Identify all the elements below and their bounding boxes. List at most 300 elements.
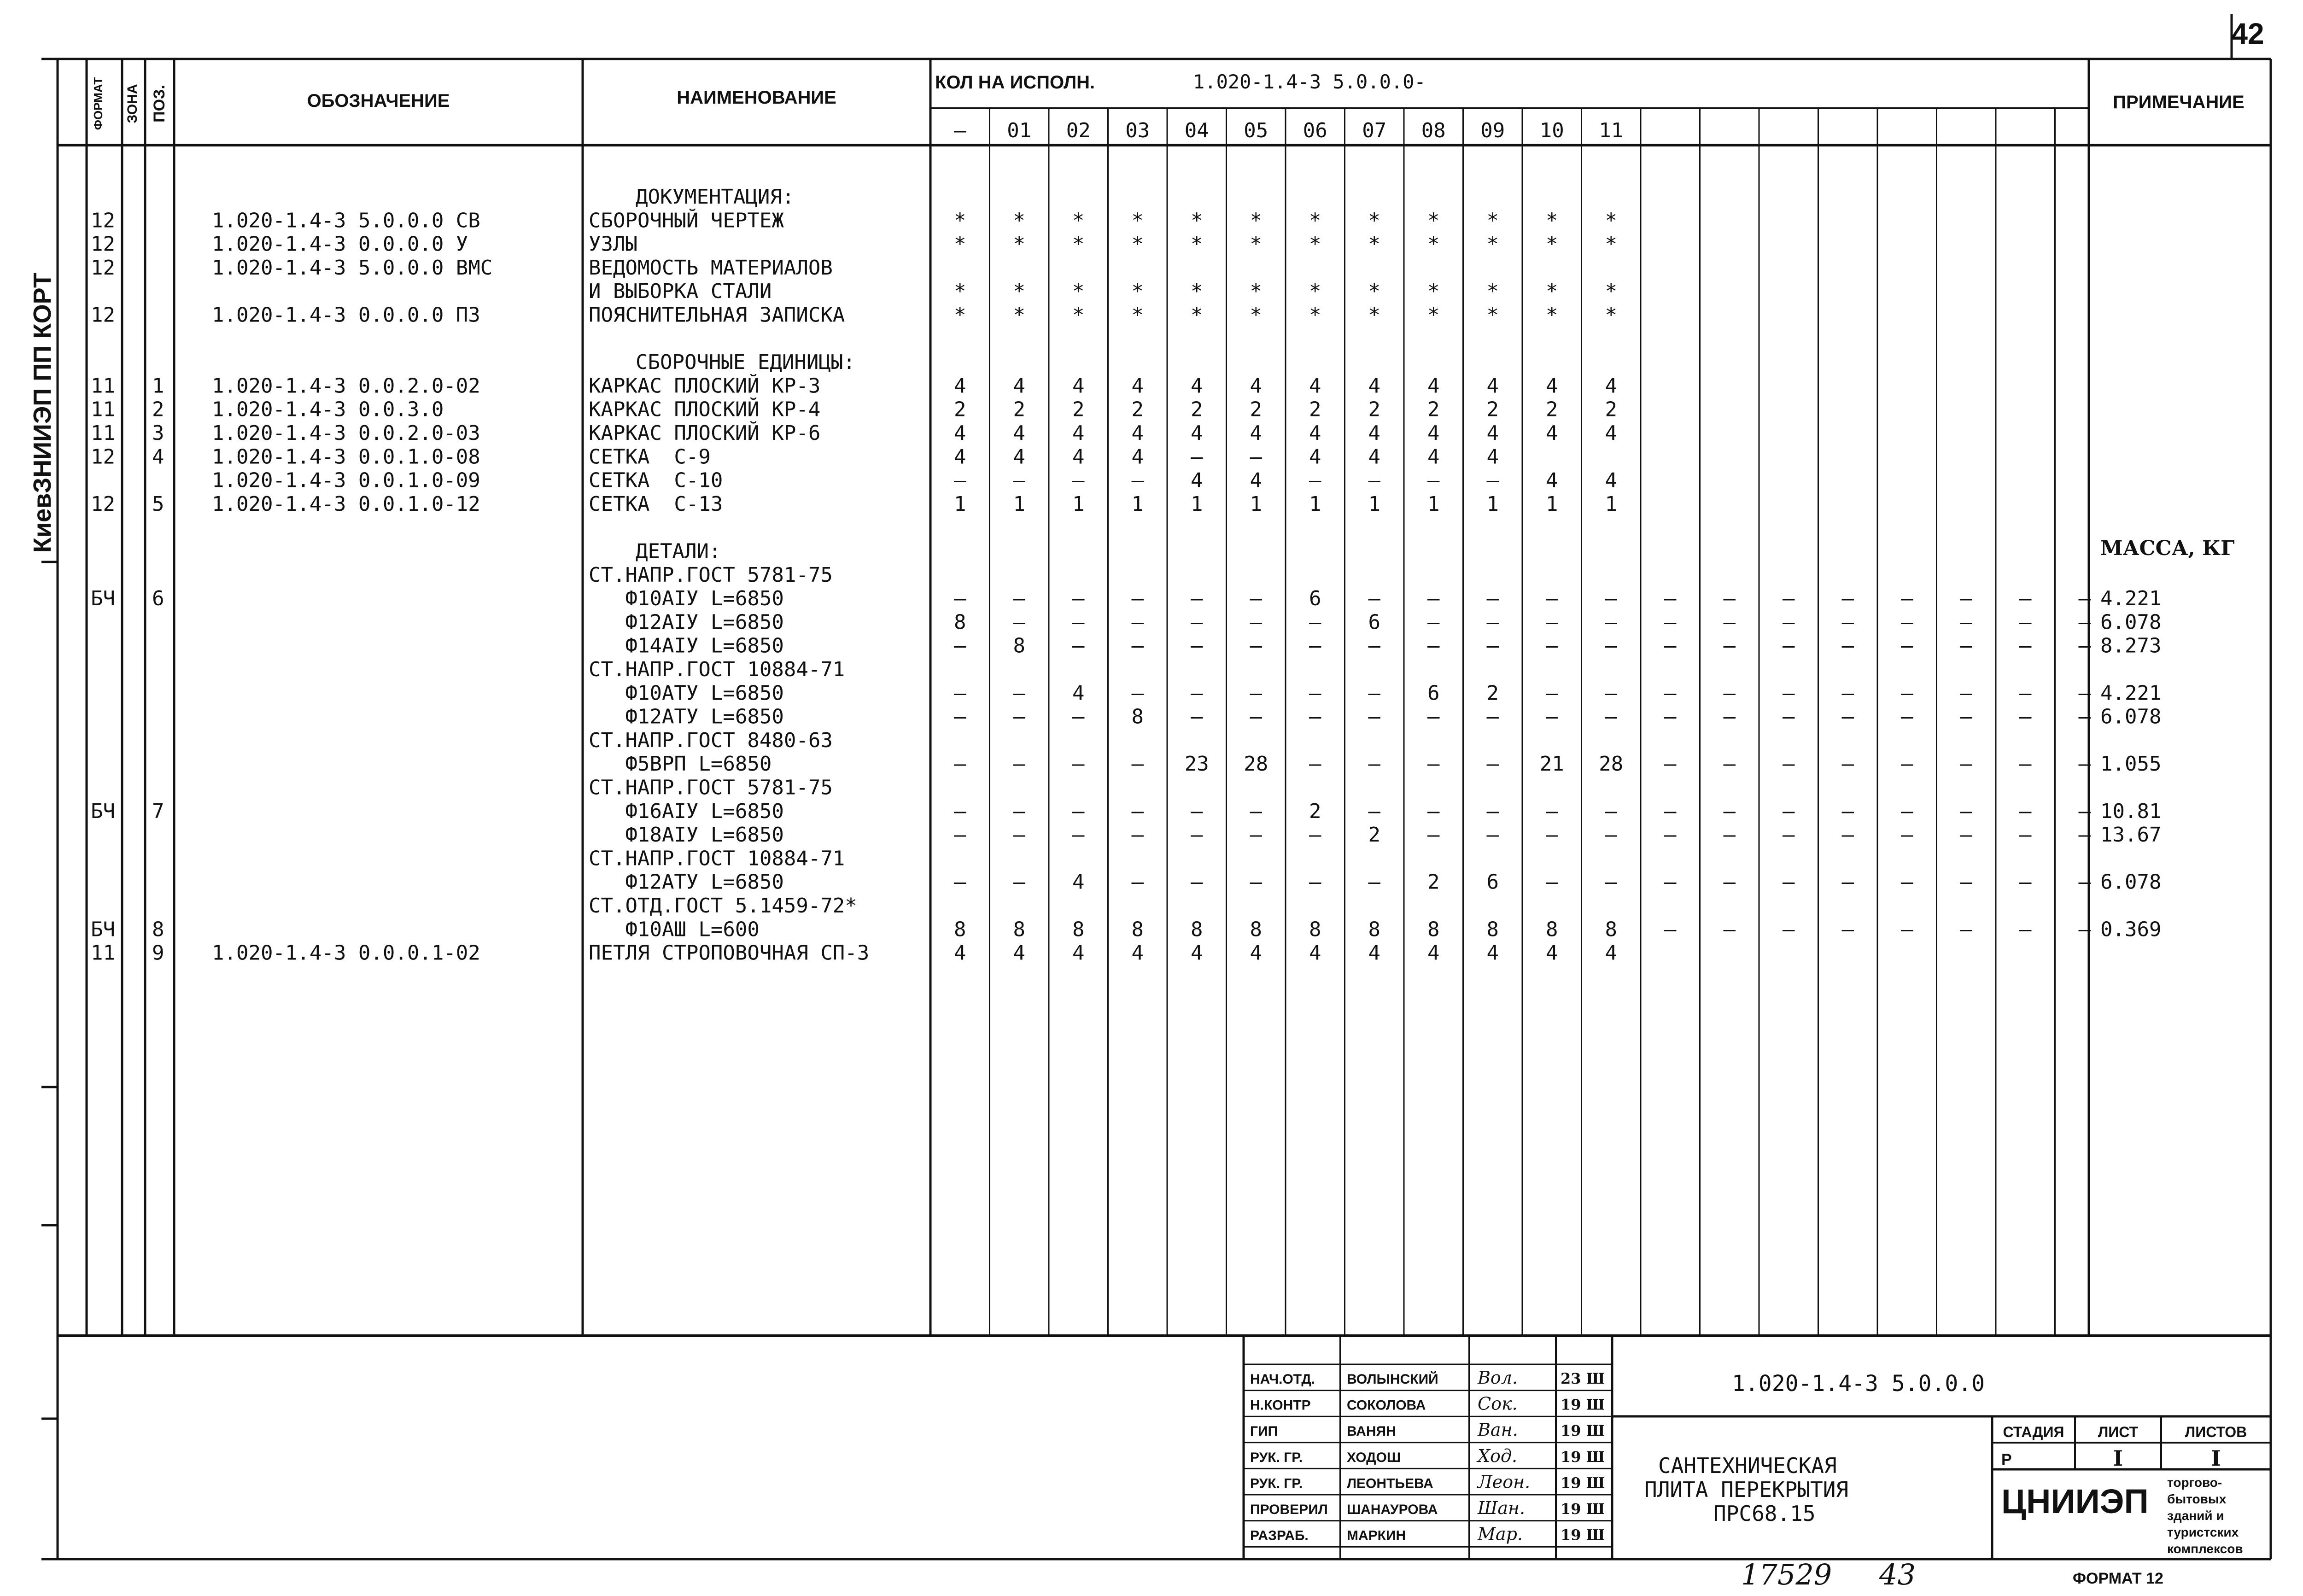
row-qty: –: [1901, 823, 1913, 847]
signature-date: 19 Ш: [1561, 1526, 1605, 1544]
row-mass: 10.81: [2100, 799, 2162, 823]
row-qty: –: [1309, 752, 1321, 776]
row-qty: –: [1250, 610, 1262, 634]
row-format: 11: [91, 941, 115, 965]
signature-date: 19 Ш: [1561, 1396, 1605, 1414]
row-qty: –: [2019, 610, 2032, 634]
row-pos: 4: [152, 445, 164, 469]
row-qty: *: [1309, 209, 1321, 233]
row-name: ВЕДОМОСТЬ МАТЕРИАЛОВ: [589, 256, 833, 280]
row-qty: *: [954, 280, 966, 304]
row-designation: 1.020-1.4-3 0.0.2.0-02: [212, 374, 480, 398]
row-qty: 6: [1309, 587, 1321, 611]
doc-code: 1.020-1.4-3 5.0.0.0: [1732, 1371, 1985, 1397]
row-format: 11: [91, 374, 115, 398]
row-qty: –: [2078, 587, 2091, 611]
header-variant: 03: [1125, 119, 1150, 142]
row-qty: –: [1072, 634, 1085, 658]
row-qty: 4: [1605, 941, 1617, 965]
row-qty: –: [1072, 823, 1085, 847]
sheet-label: ЛИСТ: [2098, 1424, 2139, 1440]
row-qty: 4: [1250, 374, 1262, 398]
row-name: СТ.НАПР.ГОСТ 5781-75: [589, 776, 833, 800]
header-base-code: 1.020-1.4-3 5.0.0.0-: [1193, 70, 1426, 93]
row-qty: 8: [1605, 918, 1617, 941]
row-qty: –: [1013, 823, 1025, 847]
row-qty: –: [1191, 823, 1203, 847]
row-qty: –: [1783, 823, 1795, 847]
row-qty: 4: [954, 374, 966, 398]
row-qty: 4: [1250, 941, 1262, 965]
row-qty: *: [1250, 232, 1262, 256]
row-qty: 4: [1427, 445, 1440, 469]
row-qty: –: [1960, 918, 1972, 941]
row-qty: 4: [1368, 374, 1380, 398]
row-qty: –: [1427, 634, 1440, 658]
row-qty: –: [1486, 823, 1499, 847]
row-qty: –: [1191, 799, 1203, 823]
row-qty: –: [1191, 634, 1203, 658]
org-subtitle: комплексов: [2167, 1542, 2243, 1556]
row-qty: –: [2019, 918, 2032, 941]
row-format: 12: [91, 256, 115, 280]
row-qty: –: [1841, 705, 1854, 729]
row-qty: *: [1546, 232, 1558, 256]
row-qty: –: [1664, 681, 1677, 705]
row-qty: –: [1841, 870, 1854, 894]
row-qty: –: [1605, 634, 1617, 658]
row-qty: –: [1131, 752, 1144, 776]
row-qty: *: [1368, 303, 1380, 327]
row-qty: 4: [1486, 445, 1499, 469]
title-line: ПРС68.15: [1713, 1501, 1816, 1526]
row-format: БЧ: [91, 918, 115, 941]
row-qty: –: [1309, 610, 1321, 634]
row-qty: –: [1072, 468, 1085, 492]
table-row: [589, 563, 833, 587]
row-qty: –: [1841, 918, 1854, 941]
row-qty: –: [1546, 587, 1558, 611]
row-qty: –: [1131, 799, 1144, 823]
row-qty: –: [1841, 799, 1854, 823]
row-name: СТ.НАПР.ГОСТ 5781-75: [589, 563, 833, 587]
row-qty: –: [2019, 705, 2032, 729]
row-qty: –: [1368, 634, 1380, 658]
row-qty: –: [1191, 870, 1203, 894]
signature-mark: Мар.: [1478, 1524, 1523, 1544]
row-qty: –: [1191, 681, 1203, 705]
row-qty: –: [1131, 634, 1144, 658]
row-qty: 1: [1250, 492, 1262, 516]
row-qty: –: [1368, 705, 1380, 729]
row-mass: 4.221: [2100, 681, 2162, 705]
row-name: СЕТКА С-9: [589, 445, 711, 469]
row-pos: 9: [152, 941, 164, 965]
row-qty: –: [1072, 610, 1085, 634]
row-qty: –: [1901, 870, 1913, 894]
row-mass: 8.273: [2100, 634, 2162, 658]
row-qty: –: [2019, 587, 2032, 611]
row-qty: 4: [1191, 374, 1203, 398]
row-qty: –: [1723, 799, 1736, 823]
row-designation: 1.020-1.4-3 0.0.1.0-08: [212, 445, 480, 469]
row-qty: –: [1960, 799, 1972, 823]
row-qty: –: [954, 799, 966, 823]
header-variant: 08: [1421, 119, 1446, 142]
row-qty: *: [1605, 280, 1617, 304]
row-qty: –: [954, 870, 966, 894]
signature-date: 19 Ш: [1561, 1448, 1605, 1466]
table-row: [636, 540, 721, 563]
row-designation: 1.020-1.4-3 0.0.0.1-02: [212, 941, 480, 965]
row-qty: *: [1072, 209, 1085, 233]
signature-name: ЛЕОНТЬЕВА: [1347, 1476, 1433, 1491]
row-qty: –: [1723, 587, 1736, 611]
row-qty: *: [954, 232, 966, 256]
row-qty: 4: [1131, 374, 1144, 398]
row-qty: –: [1368, 587, 1380, 611]
signature-date: 19 Ш: [1561, 1422, 1605, 1440]
row-qty: –: [2019, 870, 2032, 894]
row-qty: 4: [1605, 374, 1617, 398]
row-qty: –: [1783, 634, 1795, 658]
row-qty: –: [1901, 681, 1913, 705]
row-mass: 13.67: [2100, 823, 2162, 847]
row-name: ПОЯСНИТЕЛЬНАЯ ЗАПИСКА: [589, 303, 845, 327]
row-qty: *: [1309, 303, 1321, 327]
signature-mark: Ван.: [1478, 1420, 1518, 1440]
row-pos: 2: [152, 398, 164, 421]
row-qty: *: [1427, 280, 1440, 304]
sheets-label: ЛИСТОВ: [2185, 1424, 2247, 1440]
row-qty: 8: [1131, 705, 1144, 729]
row-qty: –: [1013, 752, 1025, 776]
row-qty: *: [1191, 280, 1203, 304]
row-qty: 4: [1368, 445, 1380, 469]
row-qty: –: [1605, 870, 1617, 894]
row-qty: 4: [1072, 374, 1085, 398]
row-pos: 3: [152, 421, 164, 445]
row-qty: *: [1486, 232, 1499, 256]
row-qty: 2: [1427, 870, 1440, 894]
row-qty: *: [1191, 232, 1203, 256]
row-qty: *: [1605, 209, 1617, 233]
row-qty: –: [2078, 870, 2091, 894]
row-qty: –: [1783, 799, 1795, 823]
title-line: САНТЕХНИЧЕСКАЯ: [1658, 1453, 1837, 1478]
row-designation: 1.020-1.4-3 0.0.1.0-09: [212, 468, 480, 492]
row-qty: –: [1723, 705, 1736, 729]
row-qty: –: [1486, 752, 1499, 776]
row-name: СТ.НАПР.ГОСТ 10884-71: [589, 658, 845, 681]
row-qty: –: [1783, 681, 1795, 705]
signature-role: ГИП: [1250, 1424, 1278, 1439]
row-qty: –: [1783, 918, 1795, 941]
row-pos: 5: [152, 492, 164, 516]
row-qty: 4: [1546, 941, 1558, 965]
row-format: БЧ: [91, 799, 115, 823]
row-qty: –: [1605, 610, 1617, 634]
row-qty: –: [1427, 823, 1440, 847]
row-format: 12: [91, 232, 115, 256]
row-qty: 4: [1072, 445, 1085, 469]
row-qty: –: [1368, 681, 1380, 705]
row-qty: –: [954, 468, 966, 492]
row-qty: –: [1664, 634, 1677, 658]
row-qty: –: [1131, 468, 1144, 492]
row-name: Ф10АIУ L=6850: [589, 587, 784, 611]
row-qty: 2: [1013, 398, 1025, 421]
row-qty: –: [2019, 681, 2032, 705]
row-qty: 8: [1546, 918, 1558, 941]
row-qty: *: [1546, 209, 1558, 233]
row-qty: 4: [1013, 941, 1025, 965]
row-qty: *: [1427, 232, 1440, 256]
row-qty: –: [1250, 799, 1262, 823]
row-qty: 4: [1072, 681, 1085, 705]
row-qty: –: [2078, 823, 2091, 847]
row-qty: –: [1427, 752, 1440, 776]
row-name: СЕТКА С-10: [589, 468, 723, 492]
row-name: И ВЫБОРКА СТАЛИ: [589, 280, 772, 304]
row-qty: –: [1013, 870, 1025, 894]
row-qty: –: [1723, 634, 1736, 658]
footer-format: ФОРМАТ 12: [2073, 1570, 2163, 1587]
row-qty: –: [1131, 610, 1144, 634]
row-qty: 8: [1368, 918, 1380, 941]
row-qty: 8: [1013, 918, 1025, 941]
row-qty: 4: [1191, 421, 1203, 445]
row-qty: –: [1901, 634, 1913, 658]
row-qty: –: [1960, 587, 1972, 611]
signature-name: ШАНАУРОВА: [1347, 1502, 1438, 1517]
row-qty: –: [954, 823, 966, 847]
org-subtitle: туристских: [2167, 1525, 2239, 1539]
row-name: Ф12АТУ L=6850: [589, 870, 784, 894]
table-row: [636, 351, 855, 374]
row-qty: –: [954, 681, 966, 705]
footer-num: 43: [1879, 1558, 1916, 1591]
row-qty: –: [2019, 823, 2032, 847]
row-designation: 1.020-1.4-3 0.0.0.0 ПЗ: [212, 303, 480, 327]
row-qty: 4: [954, 941, 966, 965]
row-qty: –: [1191, 705, 1203, 729]
row-qty: –: [1841, 634, 1854, 658]
row-qty: –: [1191, 445, 1203, 469]
row-qty: 4: [1309, 421, 1321, 445]
row-qty: 1: [1013, 492, 1025, 516]
row-mass: 4.221: [2100, 587, 2162, 611]
row-qty: 23: [1184, 752, 1209, 776]
row-qty: 4: [1368, 941, 1380, 965]
row-qty: –: [1605, 799, 1617, 823]
row-qty: –: [1723, 823, 1736, 847]
row-qty: 8: [1486, 918, 1499, 941]
row-qty: 4: [1309, 941, 1321, 965]
row-pos: 1: [152, 374, 164, 398]
row-qty: 1: [1131, 492, 1144, 516]
row-qty: 6: [1368, 610, 1380, 634]
row-qty: –: [1072, 799, 1085, 823]
row-qty: –: [1131, 587, 1144, 611]
row-qty: –: [1427, 705, 1440, 729]
row-qty: 8: [954, 610, 966, 634]
row-qty: 4: [1013, 445, 1025, 469]
row-qty: 2: [1309, 799, 1321, 823]
header-variant: 05: [1244, 119, 1268, 142]
row-qty: –: [1013, 587, 1025, 611]
row-qty: –: [1309, 634, 1321, 658]
signature-date: 19 Ш: [1561, 1474, 1605, 1492]
row-qty: –: [1486, 468, 1499, 492]
row-qty: 4: [1486, 421, 1499, 445]
row-qty: –: [1723, 610, 1736, 634]
row-qty: 4: [1072, 941, 1085, 965]
row-qty: *: [1131, 232, 1144, 256]
row-qty: 8: [1013, 634, 1025, 658]
row-qty: –: [1486, 587, 1499, 611]
header-variant: 07: [1362, 119, 1387, 142]
row-qty: 1: [1309, 492, 1321, 516]
signature-name: СОКОЛОВА: [1347, 1397, 1426, 1413]
row-qty: –: [1427, 610, 1440, 634]
stage-label: СТАДИЯ: [2003, 1424, 2064, 1440]
row-qty: 1: [1191, 492, 1203, 516]
row-qty: –: [1841, 752, 1854, 776]
row-qty: –: [1427, 468, 1440, 492]
row-name: КАРКАС ПЛОСКИЙ КР-6: [589, 421, 821, 445]
signature-role: НАЧ.ОТД.: [1250, 1372, 1315, 1387]
row-qty: –: [1783, 587, 1795, 611]
row-qty: 4: [1013, 374, 1025, 398]
signature-name: ВАНЯН: [1347, 1424, 1396, 1439]
row-qty: –: [954, 752, 966, 776]
row-qty: 4: [954, 421, 966, 445]
row-qty: –: [1783, 752, 1795, 776]
header-designation: ОБОЗНАЧЕНИЕ: [307, 91, 450, 111]
row-qty: *: [1368, 232, 1380, 256]
row-qty: *: [1250, 280, 1262, 304]
row-qty: –: [1664, 918, 1677, 941]
header-variant: 11: [1599, 119, 1624, 142]
row-mass: 6.078: [2100, 870, 2162, 894]
sheets-value: I: [2211, 1446, 2221, 1471]
row-name: СБОРОЧНЫЕ ЕДИНИЦЫ:: [636, 351, 855, 374]
signature-name: МАРКИН: [1347, 1528, 1406, 1543]
row-qty: –: [1960, 705, 1972, 729]
row-qty: –: [1605, 705, 1617, 729]
row-qty: –: [1013, 705, 1025, 729]
row-qty: 6: [1427, 681, 1440, 705]
row-qty: –: [2078, 752, 2091, 776]
org-subtitle: бытовых: [2167, 1492, 2227, 1506]
row-qty: *: [1486, 209, 1499, 233]
row-mass: 0.369: [2100, 918, 2162, 941]
row-qty: 4: [1546, 468, 1558, 492]
row-qty: 4: [1309, 374, 1321, 398]
row-qty: –: [1783, 870, 1795, 894]
row-qty: –: [1960, 681, 1972, 705]
row-qty: –: [1546, 823, 1558, 847]
row-name: ПЕТЛЯ СТРОПОВОЧНАЯ СП-3: [589, 941, 870, 965]
row-qty: –: [1664, 587, 1677, 611]
org-subtitle: зданий и: [2167, 1508, 2224, 1523]
header-variant: 01: [1007, 119, 1032, 142]
row-qty: 4: [1072, 421, 1085, 445]
row-qty: 4: [954, 445, 966, 469]
row-qty: –: [2078, 681, 2091, 705]
signature-mark: Шан.: [1478, 1498, 1526, 1518]
row-designation: 1.020-1.4-3 0.0.0.0 У: [212, 232, 468, 256]
row-qty: –: [1783, 610, 1795, 634]
row-qty: *: [1072, 303, 1085, 327]
row-name: Ф14АIУ L=6850: [589, 634, 784, 658]
row-qty: –: [1664, 823, 1677, 847]
row-qty: 4: [1427, 374, 1440, 398]
header-zone: ЗОНА: [125, 84, 140, 123]
signature-role: ПРОВЕРИЛ: [1250, 1502, 1328, 1517]
row-qty: –: [1250, 705, 1262, 729]
row-qty: 4: [1131, 941, 1144, 965]
row-qty: *: [1368, 209, 1380, 233]
row-format: БЧ: [91, 587, 115, 611]
row-qty: –: [1546, 799, 1558, 823]
row-format: 12: [91, 445, 115, 469]
row-qty: 1: [1427, 492, 1440, 516]
row-qty: *: [954, 209, 966, 233]
row-qty: –: [1901, 705, 1913, 729]
row-qty: *: [1013, 303, 1025, 327]
row-qty: *: [1427, 303, 1440, 327]
row-pos: 8: [152, 918, 164, 941]
row-name: Ф18АIУ L=6850: [589, 823, 784, 847]
row-name: ДЕТАЛИ:: [636, 539, 721, 563]
row-designation: 1.020-1.4-3 0.0.3.0: [212, 398, 444, 421]
row-qty: –: [1072, 705, 1085, 729]
row-qty: –: [1546, 705, 1558, 729]
row-qty: –: [2078, 705, 2091, 729]
row-qty: 6: [1486, 870, 1499, 894]
row-format: 12: [91, 209, 115, 233]
row-qty: –: [1486, 610, 1499, 634]
signature-role: Н.КОНТР: [1250, 1397, 1311, 1413]
row-qty: –: [1723, 752, 1736, 776]
row-qty: 8: [954, 918, 966, 941]
row-qty: *: [1013, 280, 1025, 304]
row-qty: *: [1486, 280, 1499, 304]
row-qty: 4: [1546, 374, 1558, 398]
row-qty: 8: [1131, 918, 1144, 941]
row-qty: –: [1486, 705, 1499, 729]
row-qty: 2: [1486, 681, 1499, 705]
row-qty: –: [1546, 610, 1558, 634]
row-name: КАРКАС ПЛОСКИЙ КР-3: [589, 374, 821, 398]
row-qty: –: [1841, 610, 1854, 634]
title-line: ПЛИТА ПЕРЕКРЫТИЯ: [1644, 1477, 1849, 1502]
row-qty: 2: [1546, 398, 1558, 421]
row-qty: –: [1013, 681, 1025, 705]
row-qty: 4: [1250, 468, 1262, 492]
row-qty: –: [1072, 752, 1085, 776]
row-qty: –: [2019, 634, 2032, 658]
table-row: [589, 658, 845, 681]
row-qty: –: [1250, 634, 1262, 658]
row-qty: 4: [1546, 421, 1558, 445]
signature-name: ВОЛЫНСКИЙ: [1347, 1372, 1438, 1387]
row-qty: –: [1605, 587, 1617, 611]
row-qty: 4: [1072, 870, 1085, 894]
signature-date: 23 Ш: [1561, 1370, 1605, 1387]
